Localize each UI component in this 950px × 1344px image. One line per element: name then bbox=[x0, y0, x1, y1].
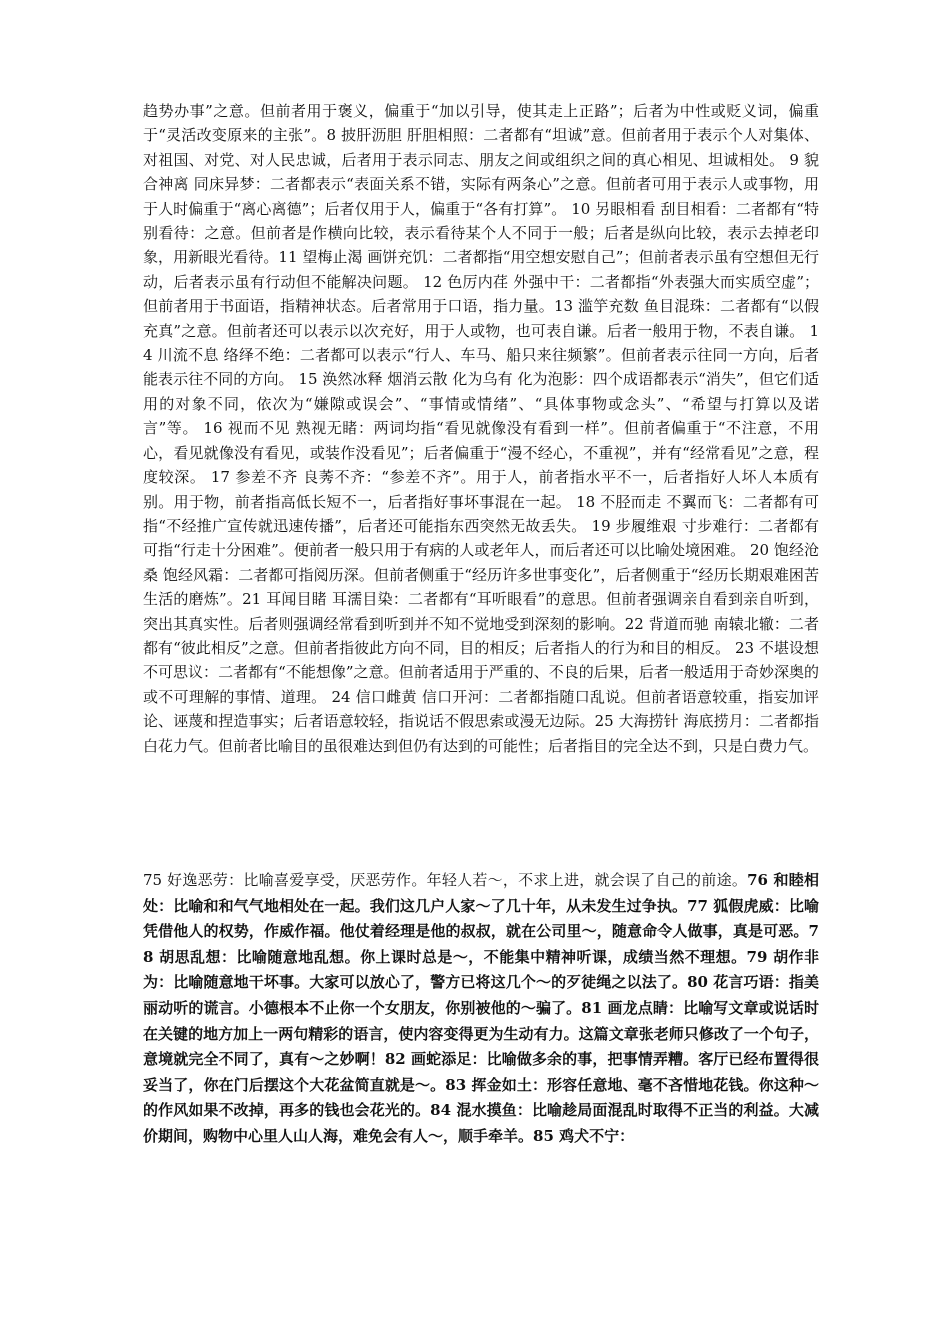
paragraph-idiom-definitions bbox=[143, 868, 819, 1150]
paragraph-plain-text: 75 好逸恶劳：比喻喜爱享受，厌恶劳作。年轻人若～，不求上进，就会误了自己的前途。 bbox=[143, 871, 748, 889]
paragraph-idiom-comparisons: 趋势办事”之意。但前者用于褒义，偏重于“加以引导，使其走上正路”；后者为中性或贬义词，偏重于“灵活改变原来的主张”。8 披肝沥胆 肝胆相照：二者都有“坦诚”意。但前者用于表示个人对集体、对祖国、对党、对人民忠诚，后者用于表示同志、朋友之间或组织之间的真心相见、坦诚相处。 9 貌合神离 同床异梦：二者都表示“表面关系不错，实际有两条心”之意。但前者可用于表示人或事物，用于人时偏重于“离心离德”；后者仅用于人，偏重于“各有打算”。 10 另眼相看 刮目相看：二者都有“特别看待：之意。但前者是作横向比较，表示看待某个人不同于一般；后者是纵向比较，表示去掉老印象，用新眼光看待。11 望梅止渴 画饼充饥：二者都指“用空想安慰自己”；但前者表示虽有空想但无行动，后者表示虽有行动但不能解决问题。 12 色厉内荏 外强中干：二者都指“外表强大而实质空虚”；但前者用于书面语，指精神状态。后者常用于口语，指力量。13 滥竽充数 鱼目混珠：二者都有“以假充真”之意。但前者还可以表示以次充好，用于人或物，也可表自谦。后者一般用于物，不表自谦。 14 川流不息 络绎不绝：二者都可以表示“行人、车马、船只来往频繁”。但前者表示往同一方向，后者能表示往不同的方向。 15 涣然冰释 烟消云散 化为乌有 化为泡影：四个成语都表示“消失”，但它们适用的对象不同，依次为“嫌隙或误会”、“事情或情绪”、“具体事物或念头”、“希望与打算以及诺言”等。 16 视而不见 熟视无睹：两词均指“看见就像没有看到一样”。但前者偏重于“不注意，不用心，看见就像没有看见，或装作没看见”；后者偏重于“漫不经心，不重视”，并有“经常看见”之意，程度较深。 17 参差不齐 良莠不齐：“参差不齐”。用于人，前者指水平不一，后者指好人坏人本质有别。用于物，前者指高低长短不一，后者指好事坏事混在一起。 18 不胫而走 不翼而飞：二者都有可指“不经推广宣传就迅速传播”，后者还可能指东西突然无故丢失。 19 步履维艰 寸步难行：二者都有可指“行走十分困难”。便前者一般只用于有病的人或老年人，而后者还可以比喻处境困难。 20 饱经沧桑 饱经风霜：二者都可指阅历深。但前者侧重于“经历许多世事变化”，后者侧重于“经历长期艰难困苦生活的磨炼”。21 耳闻目睹 耳濡目染：二者都有“耳听眼看”的意思。但前者强调亲自看到亲自听到，突出其真实性。后者则强调经常看到听到并不知不觉地受到深刻的影响。22 背道而驰 南辕北辙：二者都有“彼此相反”之意。但前者指彼此方向不同，目的相反；后者指人的行为和目的相反。 23 不堪设想 不可思议：二者都有“不能想像”之意。但前者适用于严重的、不良的后果，后者一般适用于奇妙深奥的或不可理解的事情、道理。 24 信口雌黄 信口开河：二者都指随口乱说。但前者语意较重，指妄加评论、诬蔑和捏造事实；后者语意较轻，指说话不假思索或漫无边际。25 大海捞针 海底捞月：二者都指白花力气。但前者比喻目的虽很难达到但仍有达到的可能性；后者指目的完全达不到，只是白费力气。 bbox=[143, 102, 819, 755]
paragraph-bold-text: 76 和睦相处：比喻和和气气地相处在一起。我们这几户人家～了几十年，从未发生过争执。77 狐假虎威：比喻凭借他人的权势，作威作福。他仗着经理是他的叔叔，就在公司里～，随意命令人做事，真是可恶。78 胡思乱想：比喻随意地乱想。你上课时总是～，不能集中精神听课，成绩当然不理想。79 胡作非为：比喻随意地干坏事。大家可以放心了，警方已将这几个～的歹徒绳之以法了。80 花言巧语：指美丽动听的谎言。小德根本不止你一个女朋友，你别被他的～骗了。81 画龙点睛：比喻写文章或说话时在关键的地方加上一两句精彩的语言，使内容变得更为生动有力。这篇文章张老师只修改了一个句子，意境就完全不同了，真有～之妙啊！82 画蛇添足：比喻做多余的事，把事情弄糟。客厅已经布置得很妥当了，你在门后摆这个大花盆简直就是～。83 挥金如土：形容任意地、毫不吝惜地花钱。你这种～的作风如果不改掉，再多的钱也会花光的。84 混水摸鱼：比喻趁局面混乱时取得不正当的利益。大减价期间，购物中心里人山人海，难免会有人～，顺手牵羊。85 鸡犬不宁： bbox=[143, 871, 819, 1145]
